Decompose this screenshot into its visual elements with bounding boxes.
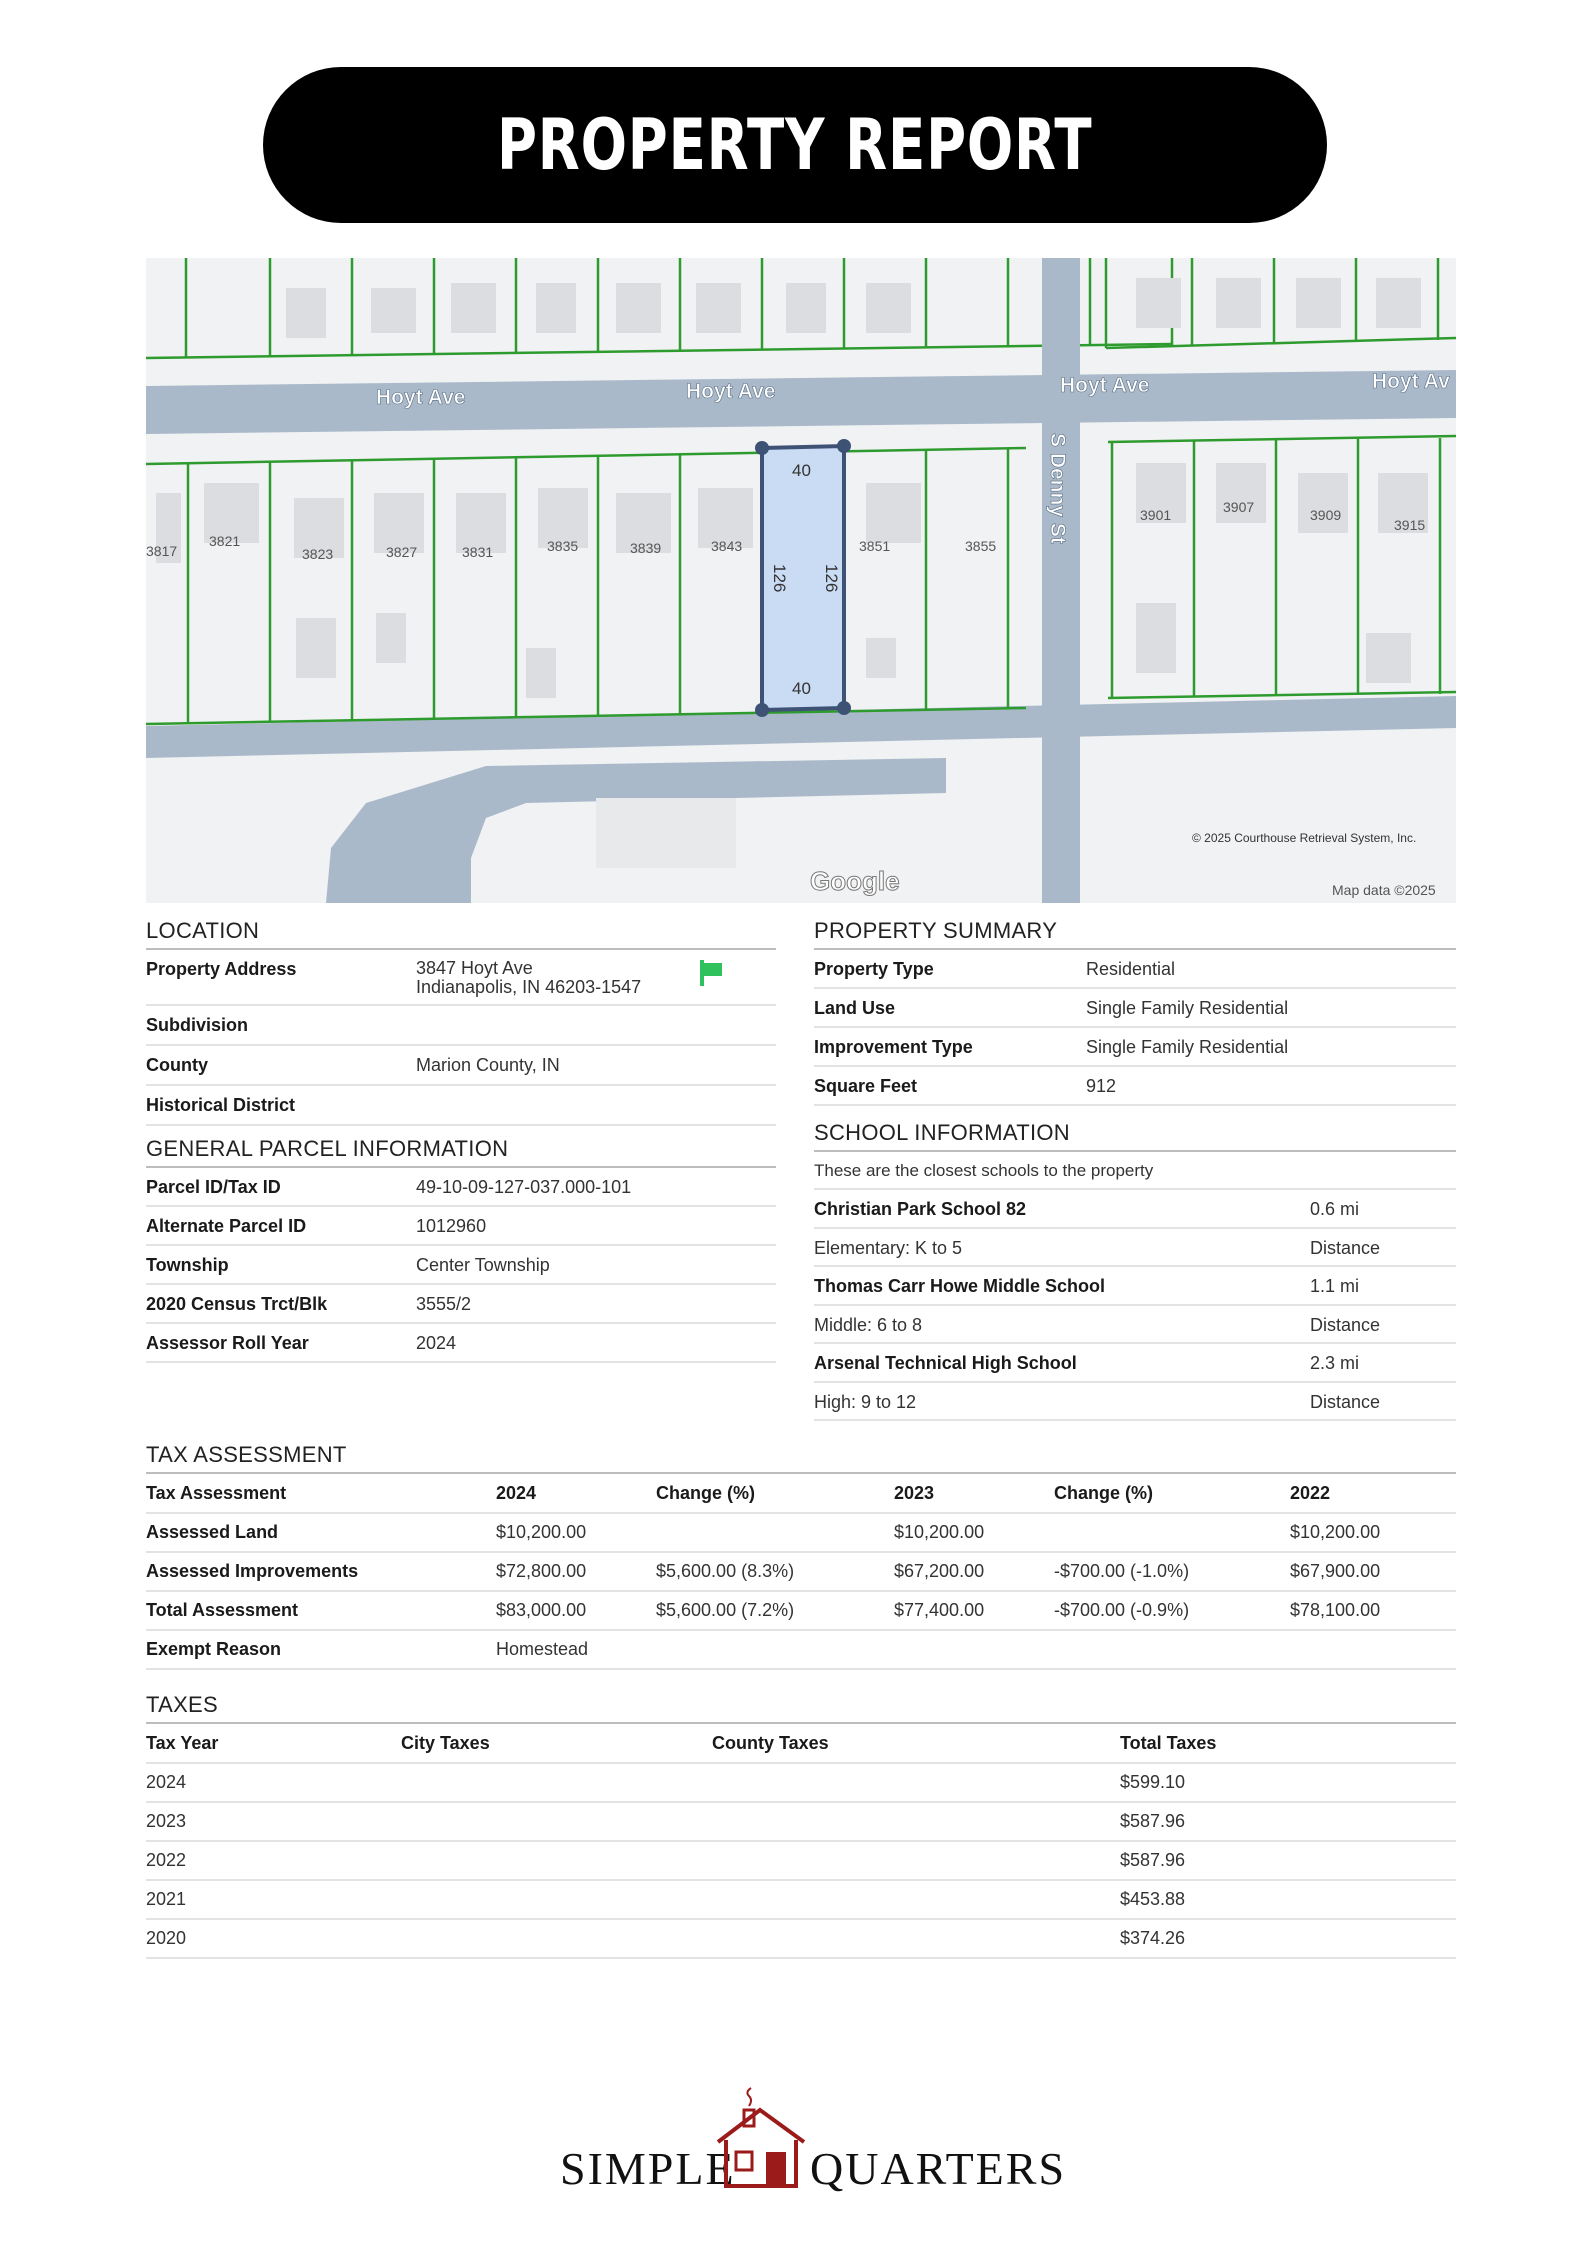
cell: $599.10	[1120, 1763, 1456, 1802]
value-census: 3555/2	[416, 1294, 472, 1314]
street-label-denny: S Denny St	[1046, 433, 1069, 544]
column-header: Tax Assessment	[146, 1474, 496, 1513]
parcel-map-svg	[146, 258, 1456, 903]
cell: $10,200.00	[1290, 1513, 1456, 1552]
cell: $5,600.00 (8.3%)	[656, 1552, 894, 1591]
summary-title: PROPERTY SUMMARY	[814, 918, 1456, 950]
table-row	[146, 1630, 1456, 1669]
value-township: Center Township	[416, 1255, 550, 1275]
parcel-row	[146, 1285, 776, 1324]
report-title: PROPERTY REPORT	[497, 104, 1093, 186]
location-row	[146, 1006, 776, 1046]
column-header: Tax Year	[146, 1724, 401, 1763]
summary-row	[814, 1067, 1456, 1106]
school-distance: 2.3 mi	[1310, 1353, 1360, 1373]
label-property-address: Property Address	[146, 959, 297, 979]
school-name-row	[814, 1190, 1456, 1229]
column-header: Change (%)	[656, 1474, 894, 1513]
lot-number: 3915	[1394, 517, 1426, 533]
distance-label: Distance	[1310, 1392, 1381, 1412]
parcel-row	[146, 1324, 776, 1363]
cell	[656, 1630, 894, 1669]
cell	[712, 1919, 1120, 1958]
lot-number: 3835	[547, 538, 579, 554]
cell: $10,200.00	[894, 1513, 1054, 1552]
label-parcel-id: Parcel ID/Tax ID	[146, 1177, 281, 1197]
table-row	[146, 1802, 1456, 1841]
tax-assessment-section	[146, 1442, 1456, 1670]
table-row	[146, 1513, 1456, 1552]
label-historical-district: Historical District	[146, 1095, 296, 1115]
cell: $374.26	[1120, 1919, 1456, 1958]
cell: 2024	[146, 1763, 401, 1802]
school-name: Thomas Carr Howe Middle School	[814, 1276, 1106, 1296]
cell: $78,100.00	[1290, 1591, 1456, 1630]
cell	[712, 1802, 1120, 1841]
column-header: 2022	[1290, 1474, 1456, 1513]
distance-label: Distance	[1310, 1238, 1381, 1258]
cell: Homestead	[496, 1630, 656, 1669]
location-row	[146, 1086, 776, 1126]
label-property-type: Property Type	[814, 959, 934, 979]
lot-number: 3827	[386, 544, 418, 560]
brand-left-text: SIMPLE	[560, 2143, 736, 2194]
lot-number: 3851	[859, 538, 891, 554]
summary-row	[814, 1028, 1456, 1067]
school-section	[814, 1120, 1456, 1421]
value-alternate-parcel-id: 1012960	[416, 1216, 487, 1236]
table-row	[146, 1763, 1456, 1802]
dimension-bottom: 40	[792, 679, 811, 698]
cell	[1054, 1630, 1290, 1669]
lot-number: 3909	[1310, 507, 1342, 523]
cell: 2021	[146, 1880, 401, 1919]
parcel-row	[146, 1168, 776, 1207]
label-land-use: Land Use	[814, 998, 896, 1018]
lot-number: 3901	[1140, 507, 1172, 523]
taxes-table	[146, 1724, 1456, 1959]
school-level: Elementary: K to 5	[814, 1238, 963, 1258]
school-level-row	[814, 1383, 1456, 1421]
cell: $77,400.00	[894, 1591, 1054, 1630]
value-property-address: 3847 Hoyt Ave Indianapolis, IN 46203-1547	[416, 958, 642, 997]
lot-number: 3855	[965, 538, 997, 554]
cell	[656, 1513, 894, 1552]
location-section	[146, 918, 776, 1126]
label-square-feet: Square Feet	[814, 1076, 918, 1096]
cell: -$700.00 (-1.0%)	[1054, 1552, 1290, 1591]
value-assessor-roll-year: 2024	[416, 1333, 457, 1353]
tax-assessment-table	[146, 1474, 1456, 1670]
value-improvement-type: Single Family Residential	[1086, 1037, 1289, 1057]
street-label-hoyt-4: Hoyt Av	[1372, 370, 1450, 393]
school-name: Arsenal Technical High School	[814, 1353, 1077, 1373]
value-parcel-id: 49-10-09-127-037.000-101	[416, 1177, 632, 1197]
value-property-type: Residential	[1086, 959, 1176, 979]
brand-right-text: QUARTERS	[810, 2143, 1067, 2194]
map-data-credit: Map data ©2025	[1332, 882, 1436, 898]
label-subdivision: Subdivision	[146, 1015, 249, 1035]
summary-row	[814, 950, 1456, 989]
cell	[401, 1802, 712, 1841]
table-header-row	[146, 1474, 1456, 1513]
parcel-row	[146, 1246, 776, 1285]
cell: $587.96	[1120, 1802, 1456, 1841]
location-row	[146, 950, 776, 1006]
taxes-title: TAXES	[146, 1692, 1456, 1724]
label-census: 2020 Census Trct/Blk	[146, 1294, 328, 1314]
school-level: High: 9 to 12	[814, 1392, 917, 1412]
cell: $72,800.00	[496, 1552, 656, 1591]
cell	[401, 1763, 712, 1802]
taxes-section	[146, 1692, 1456, 1959]
value-square-feet: 912	[1086, 1076, 1117, 1096]
cell: $67,900.00	[1290, 1552, 1456, 1591]
map-copyright: © 2025 Courthouse Retrieval System, Inc.	[1192, 831, 1417, 845]
cell: $10,200.00	[496, 1513, 656, 1552]
column-header: 2023	[894, 1474, 1054, 1513]
dimension-top: 40	[792, 461, 811, 480]
cell	[712, 1841, 1120, 1880]
cell: 2022	[146, 1841, 401, 1880]
value-land-use: Single Family Residential	[1086, 998, 1289, 1018]
lot-number: 3823	[302, 546, 334, 562]
school-level: Middle: 6 to 8	[814, 1315, 923, 1335]
cell: $5,600.00 (7.2%)	[656, 1591, 894, 1630]
label-assessor-roll-year: Assessor Roll Year	[146, 1333, 309, 1353]
column-header: County Taxes	[712, 1724, 1120, 1763]
dimension-right: 126	[822, 564, 841, 593]
column-header: Change (%)	[1054, 1474, 1290, 1513]
value-county: Marion County, IN	[416, 1055, 560, 1075]
school-distance: 0.6 mi	[1310, 1199, 1360, 1219]
column-header: 2024	[496, 1474, 656, 1513]
parcel-map[interactable]	[146, 258, 1456, 903]
school-name-row	[814, 1344, 1456, 1383]
school-title: SCHOOL INFORMATION	[814, 1120, 1456, 1152]
label-alternate-parcel-id: Alternate Parcel ID	[146, 1216, 307, 1236]
summary-row	[814, 989, 1456, 1028]
cell: $453.88	[1120, 1880, 1456, 1919]
lot-number: 3821	[209, 533, 241, 549]
table-row	[146, 1841, 1456, 1880]
street-label-hoyt-3: Hoyt Ave	[1060, 374, 1150, 397]
table-header-row	[146, 1724, 1456, 1763]
distance-label: Distance	[1310, 1315, 1381, 1335]
table-row	[146, 1552, 1456, 1591]
table-row	[146, 1591, 1456, 1630]
parcel-section	[146, 1136, 776, 1363]
dimension-left: 126	[770, 564, 789, 593]
cell: $587.96	[1120, 1841, 1456, 1880]
school-level-row	[814, 1229, 1456, 1267]
column-header: City Taxes	[401, 1724, 712, 1763]
row-label: Total Assessment	[146, 1591, 496, 1630]
label-township: Township	[146, 1255, 229, 1275]
summary-section	[814, 918, 1456, 1106]
street-label-hoyt-1: Hoyt Ave	[376, 386, 466, 409]
cell	[712, 1880, 1120, 1919]
parcel-title: GENERAL PARCEL INFORMATION	[146, 1136, 776, 1168]
map-flag-icon[interactable]	[696, 957, 726, 992]
label-improvement-type: Improvement Type	[814, 1037, 973, 1057]
parcel-row	[146, 1207, 776, 1246]
label-county: County	[146, 1055, 208, 1075]
cell	[401, 1919, 712, 1958]
cell	[1290, 1630, 1456, 1669]
cell: 2023	[146, 1802, 401, 1841]
lot-number: 3831	[462, 544, 494, 560]
cell: 2020	[146, 1919, 401, 1958]
school-name-row	[814, 1267, 1456, 1306]
cell	[894, 1630, 1054, 1669]
cell: $83,000.00	[496, 1591, 656, 1630]
school-distance: 1.1 mi	[1310, 1276, 1360, 1296]
school-name: Christian Park School 82	[814, 1199, 1027, 1219]
street-label-hoyt-2: Hoyt Ave	[686, 380, 776, 403]
google-logo: Google	[810, 866, 900, 896]
location-row	[146, 1046, 776, 1086]
cell	[401, 1841, 712, 1880]
lot-number: 3839	[630, 540, 662, 556]
location-title: LOCATION	[146, 918, 776, 950]
row-label: Exempt Reason	[146, 1630, 496, 1669]
cell: $67,200.00	[894, 1552, 1054, 1591]
tax-assessment-title: TAX ASSESSMENT	[146, 1442, 1456, 1474]
lot-number: 3817	[146, 543, 178, 559]
row-label: Assessed Improvements	[146, 1552, 496, 1591]
simple-quarters-logo	[560, 2090, 1067, 2194]
lot-number: 3907	[1223, 499, 1255, 515]
cell	[1054, 1513, 1290, 1552]
table-row	[146, 1880, 1456, 1919]
column-header: Total Taxes	[1120, 1724, 1456, 1763]
school-level-row	[814, 1306, 1456, 1344]
lot-number: 3843	[711, 538, 743, 554]
row-label: Assessed Land	[146, 1513, 496, 1552]
cell	[712, 1763, 1120, 1802]
table-row	[146, 1919, 1456, 1958]
school-note: These are the closest schools to the property	[814, 1152, 1456, 1190]
cell	[401, 1880, 712, 1919]
report-title-banner	[263, 67, 1327, 223]
cell: -$700.00 (-0.9%)	[1054, 1591, 1290, 1630]
